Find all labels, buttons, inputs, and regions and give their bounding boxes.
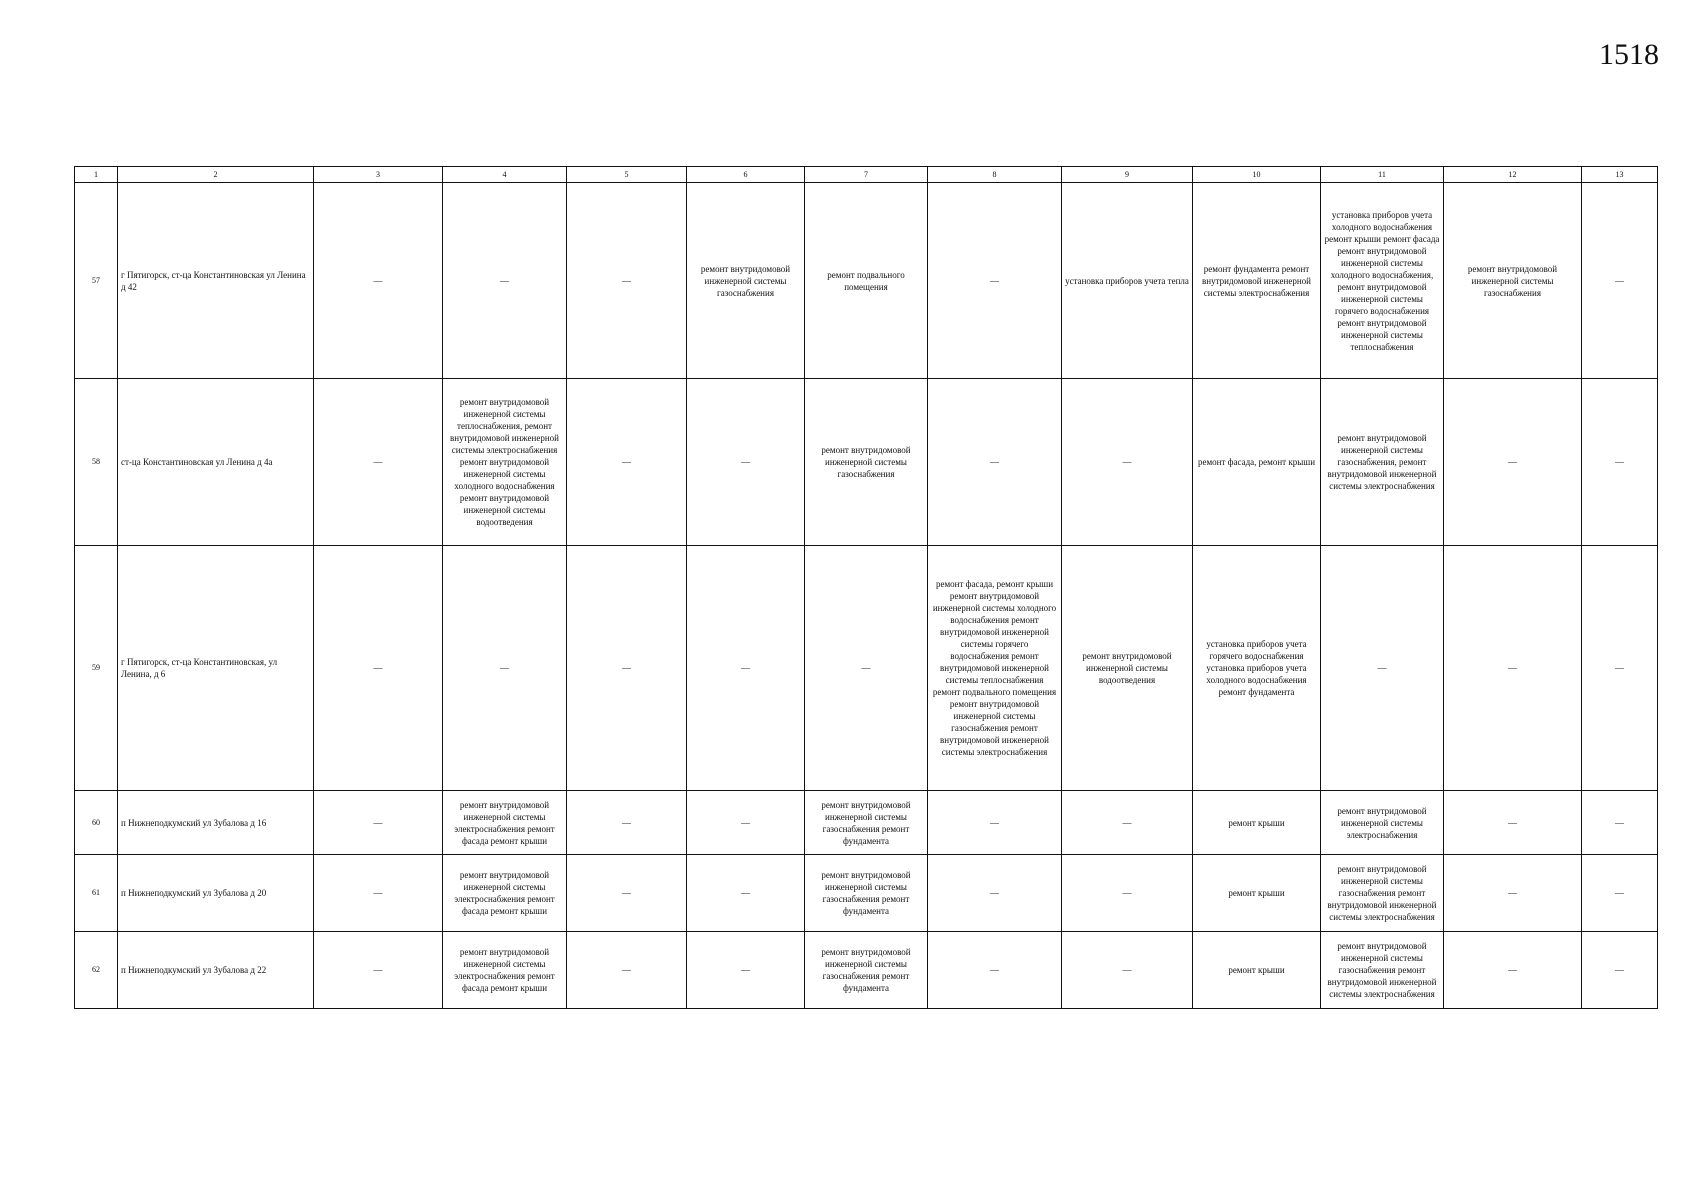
- table-cell: ремонт внутридомовой инженерной системы электроснабжения ремонт фасада ремонт крыши: [443, 791, 567, 855]
- row-number: 62: [75, 932, 118, 1009]
- column-header: 5: [567, 167, 687, 183]
- table-cell: —: [1582, 855, 1658, 932]
- table-cell: ремонт внутридомовой инженерной системы газоснабжения: [687, 183, 805, 379]
- row-number: 61: [75, 855, 118, 932]
- table-cell: ремонт внутридомовой инженерной системы газоснабжения: [1444, 183, 1582, 379]
- table-cell: —: [928, 183, 1062, 379]
- table-cell: —: [1321, 546, 1444, 791]
- table-cell: ремонт фасада, ремонт крыши: [1193, 379, 1321, 546]
- table-cell: ремонт внутридомовой инженерной системы газоснабжения ремонт фундамента: [805, 791, 928, 855]
- column-number-row: [75, 167, 1658, 183]
- column-header: 10: [1193, 167, 1321, 183]
- row-number: 58: [75, 379, 118, 546]
- table-cell: ремонт фундамента ремонт внутридомовой инженерной системы электроснабжения: [1193, 183, 1321, 379]
- table-cell: —: [1062, 855, 1193, 932]
- column-header: 9: [1062, 167, 1193, 183]
- table-cell: —: [567, 183, 687, 379]
- table-cell: —: [1444, 379, 1582, 546]
- table-cell: ремонт внутридомовой инженерной системы газоснабжения ремонт фундамента: [805, 932, 928, 1009]
- address-cell: ст-ца Константиновская ул Ленина д 4а: [118, 379, 314, 546]
- row-number: 60: [75, 791, 118, 855]
- table-cell: ремонт внутридомовой инженерной системы теплоснабжения, ремонт внутридомовой инженерной системы электроснабжения ремонт внутридомовой инженерной системы холодного водоснабжения ремонт внутридомовой инженерной системы водоотведения: [443, 379, 567, 546]
- column-header: 7: [805, 167, 928, 183]
- table-cell: —: [443, 546, 567, 791]
- table-cell: —: [1062, 932, 1193, 1009]
- row-number: 57: [75, 183, 118, 379]
- table-cell: —: [1444, 791, 1582, 855]
- table-cell: ремонт внутридомовой инженерной системы газоснабжения ремонт внутридомовой инженерной системы электроснабжения: [1321, 932, 1444, 1009]
- address-cell: п Нижнеподкумский ул Зубалова д 16: [118, 791, 314, 855]
- page-number: 1518: [1599, 38, 1659, 71]
- table-cell: —: [687, 932, 805, 1009]
- table-cell: ремонт фасада, ремонт крыши ремонт внутридомовой инженерной системы холодного водоснабжения ремонт внутридомовой инженерной системы горячего водоснабжения ремонт внутридомовой инженерной системы теплоснабжения ремонт подвального помещения ремонт внутридомовой инженерной системы газоснабжения ремонт внутридомовой инженерной системы электроснабжения: [928, 546, 1062, 791]
- table-row: [75, 183, 1658, 379]
- table-cell: —: [687, 546, 805, 791]
- table-row: [75, 855, 1658, 932]
- table-cell: ремонт внутридомовой инженерной системы газоснабжения: [805, 379, 928, 546]
- column-header: 2: [118, 167, 314, 183]
- table-cell: —: [567, 855, 687, 932]
- column-header: 11: [1321, 167, 1444, 183]
- table-cell: —: [1582, 379, 1658, 546]
- table-cell: —: [567, 546, 687, 791]
- table-cell: —: [1582, 791, 1658, 855]
- table-row: [75, 932, 1658, 1009]
- column-header: 3: [314, 167, 443, 183]
- table-cell: установка приборов учета горячего водоснабжения установка приборов учета холодного водоснабжения ремонт фундамента: [1193, 546, 1321, 791]
- table-cell: —: [567, 379, 687, 546]
- table-cell: ремонт внутридомовой инженерной системы электроснабжения: [1321, 791, 1444, 855]
- table-cell: —: [928, 791, 1062, 855]
- table-cell: —: [314, 183, 443, 379]
- table-cell: —: [687, 855, 805, 932]
- table-cell: ремонт внутридомовой инженерной системы газоснабжения ремонт фундамента: [805, 855, 928, 932]
- table-cell: ремонт внутридомовой инженерной системы электроснабжения ремонт фасада ремонт крыши: [443, 932, 567, 1009]
- table-cell: ремонт подвального помещения: [805, 183, 928, 379]
- table-cell: —: [1582, 546, 1658, 791]
- table-cell: —: [314, 379, 443, 546]
- address-cell: г Пятигорск, ст-ца Константиновская, ул Ленина, д 6: [118, 546, 314, 791]
- table-cell: ремонт крыши: [1193, 791, 1321, 855]
- column-header: 13: [1582, 167, 1658, 183]
- table-row: [75, 546, 1658, 791]
- table-cell: —: [1582, 183, 1658, 379]
- table-cell: —: [928, 855, 1062, 932]
- column-header: 1: [75, 167, 118, 183]
- address-cell: п Нижнеподкумский ул Зубалова д 22: [118, 932, 314, 1009]
- table-cell: ремонт внутридомовой инженерной системы газоснабжения, ремонт внутридомовой инженерной системы электроснабжения: [1321, 379, 1444, 546]
- table-cell: ремонт внутридомовой инженерной системы электроснабжения ремонт фасада ремонт крыши: [443, 855, 567, 932]
- table-cell: —: [928, 379, 1062, 546]
- table-cell: —: [314, 932, 443, 1009]
- column-header: 8: [928, 167, 1062, 183]
- table-cell: —: [1582, 932, 1658, 1009]
- table-cell: —: [1062, 791, 1193, 855]
- table-cell: —: [443, 183, 567, 379]
- column-header: 4: [443, 167, 567, 183]
- table-cell: —: [567, 932, 687, 1009]
- table-cell: ремонт крыши: [1193, 855, 1321, 932]
- table-cell: ремонт внутридомовой инженерной системы водоотведения: [1062, 546, 1193, 791]
- table-cell: ремонт внутридомовой инженерной системы газоснабжения ремонт внутридомовой инженерной системы электроснабжения: [1321, 855, 1444, 932]
- table-row: [75, 379, 1658, 546]
- repair-plan-table: [74, 166, 1658, 1009]
- table-cell: —: [687, 791, 805, 855]
- table-cell: —: [1444, 932, 1582, 1009]
- table-cell: —: [567, 791, 687, 855]
- table-cell: —: [1062, 379, 1193, 546]
- address-cell: г Пятигорск, ст-ца Константиновская ул Ленина д 42: [118, 183, 314, 379]
- table-cell: —: [805, 546, 928, 791]
- table-cell: —: [314, 791, 443, 855]
- table-cell: —: [928, 932, 1062, 1009]
- table-cell: —: [1444, 855, 1582, 932]
- table-cell: установка приборов учета холодного водоснабжения ремонт крыши ремонт фасада ремонт внутридомовой инженерной системы холодного водоснабжения, ремонт внутридомовой инженерной системы горячего водоснабжения ремонт внутридомовой инженерной системы теплоснабжения: [1321, 183, 1444, 379]
- column-header: 12: [1444, 167, 1582, 183]
- table-cell: —: [314, 546, 443, 791]
- column-header: 6: [687, 167, 805, 183]
- table-cell: ремонт крыши: [1193, 932, 1321, 1009]
- table-cell: —: [687, 379, 805, 546]
- table-cell: —: [314, 855, 443, 932]
- row-number: 59: [75, 546, 118, 791]
- table-row: [75, 791, 1658, 855]
- table-cell: —: [1444, 546, 1582, 791]
- table-cell: установка приборов учета тепла: [1062, 183, 1193, 379]
- address-cell: п Нижнеподкумский ул Зубалова д 20: [118, 855, 314, 932]
